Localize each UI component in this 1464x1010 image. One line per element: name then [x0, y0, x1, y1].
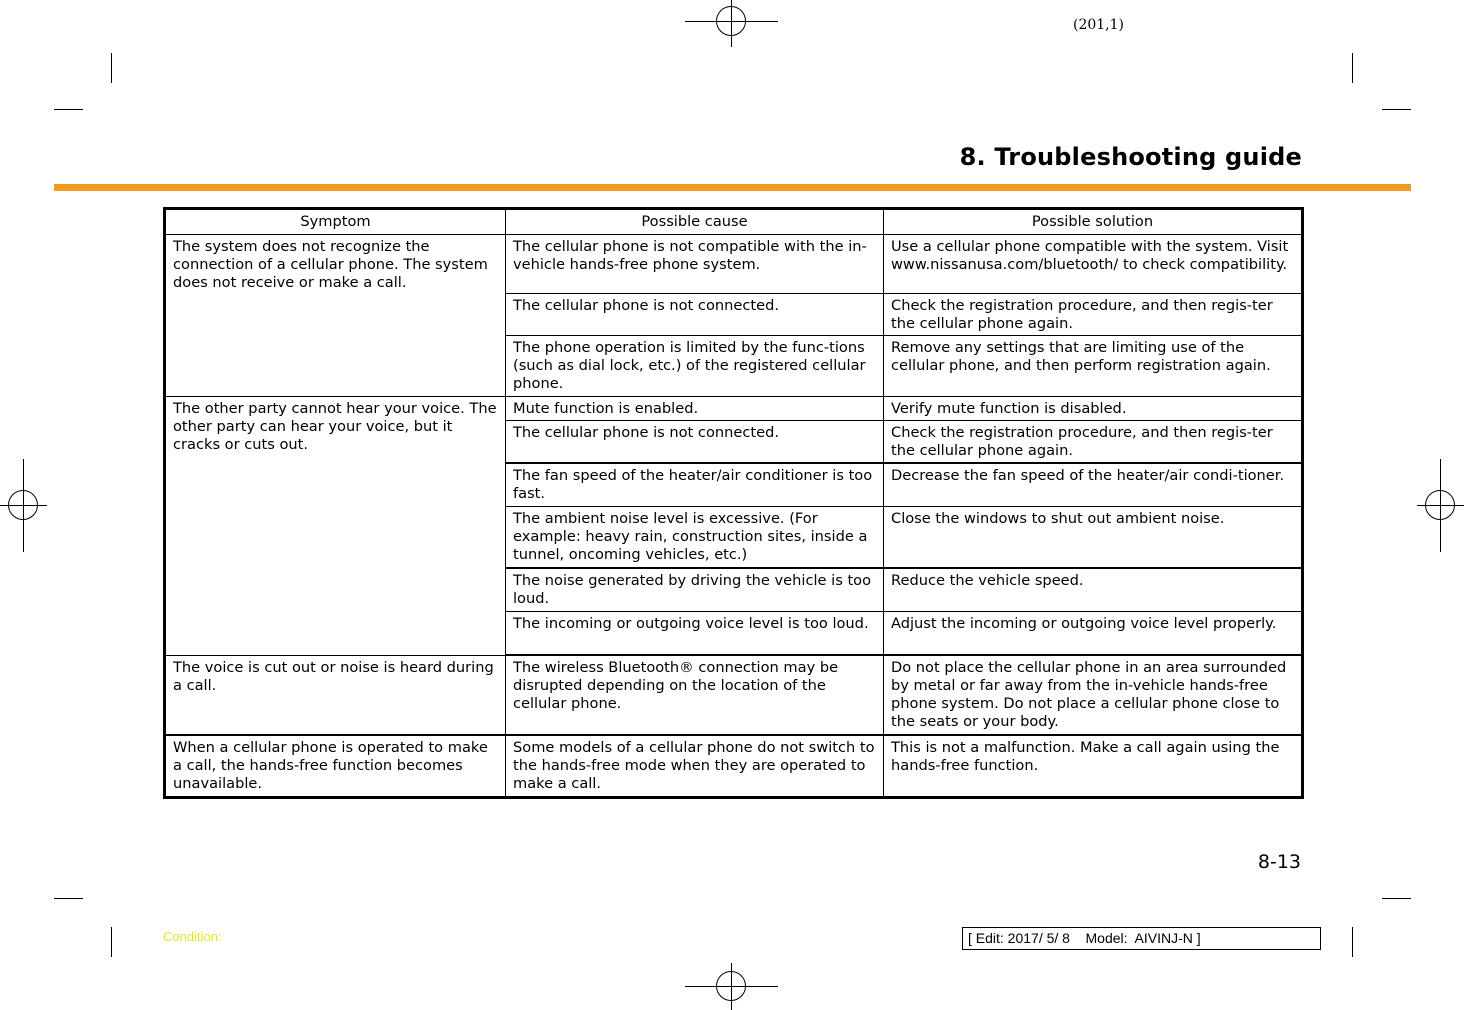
solution-cell: Use a cellular phone compatible with the system. Visit www.nissanusa.com/bluetooth/ to check compatibility. [884, 235, 1303, 294]
cause-cell: The cellular phone is not compatible with the in-vehicle hands-free phone system. [506, 235, 884, 294]
page-code: (201,1) [1073, 17, 1125, 33]
edit-info-box: [ Edit: 2017/ 5/ 8 Model: AIVINJ-N ] [962, 927, 1321, 950]
column-header-symptom: Symptom [165, 209, 506, 235]
solution-cell: Reduce the vehicle speed. [884, 568, 1303, 612]
page-number: 8-13 [1257, 851, 1301, 873]
cause-cell: The phone operation is limited by the func-tions (such as dial lock, etc.) of the registered cellular phone. [506, 336, 884, 397]
accent-bar [54, 184, 1411, 191]
solution-cell: This is not a malfunction. Make a call again using the hands-free function. [884, 735, 1303, 798]
symptom-cell: The system does not recognize the connection of a cellular phone. The system does not receive or make a call. [165, 235, 506, 397]
table-row [165, 655, 1303, 735]
cause-cell: The cellular phone is not connected. [506, 421, 884, 464]
table-row [165, 397, 1303, 421]
condition-label: Condition: [163, 929, 222, 944]
troubleshooting-table [163, 207, 1304, 799]
table-header-row [165, 209, 1303, 235]
solution-cell: Verify mute function is disabled. [884, 397, 1303, 421]
cause-cell: The ambient noise level is excessive. (For example: heavy rain, construction sites, inside a tunnel, oncoming vehicles, etc.) [506, 507, 884, 569]
solution-cell: Check the registration procedure, and then regis-ter the cellular phone again. [884, 294, 1303, 336]
solution-cell: Close the windows to shut out ambient noise. [884, 507, 1303, 569]
solution-cell: Do not place the cellular phone in an area surrounded by metal or far away from the in-vehicle hands-free phone system. Do not place a cellular phone close to the seats or your body. [884, 655, 1303, 735]
table-row [165, 235, 1303, 294]
symptom-cell: When a cellular phone is operated to make a call, the hands-free function becomes unavailable. [165, 735, 506, 798]
cause-cell: The noise generated by driving the vehicle is too loud. [506, 568, 884, 612]
cause-cell: The wireless Bluetooth® connection may be disrupted depending on the location of the cellular phone. [506, 655, 884, 735]
cause-cell: Mute function is enabled. [506, 397, 884, 421]
cause-cell: Some models of a cellular phone do not switch to the hands-free mode when they are operated to make a call. [506, 735, 884, 798]
symptom-cell: The voice is cut out or noise is heard during a call. [165, 655, 506, 735]
solution-cell: Remove any settings that are limiting use of the cellular phone, and then perform registration again. [884, 336, 1303, 397]
solution-cell: Check the registration procedure, and then regis-ter the cellular phone again. [884, 421, 1303, 464]
table-row [165, 735, 1303, 798]
cause-cell: The fan speed of the heater/air conditioner is too fast. [506, 463, 884, 507]
solution-cell: Adjust the incoming or outgoing voice level properly. [884, 612, 1303, 656]
symptom-cell: The other party cannot hear your voice. The other party can hear your voice, but it cracks or cuts out. [165, 397, 506, 656]
section-title: 8. Troubleshooting guide [959, 143, 1302, 171]
cause-cell: The incoming or outgoing voice level is too loud. [506, 612, 884, 656]
column-header-cause: Possible cause [506, 209, 884, 235]
column-header-solution: Possible solution [884, 209, 1303, 235]
solution-cell: Decrease the fan speed of the heater/air condi-tioner. [884, 463, 1303, 507]
cause-cell: The cellular phone is not connected. [506, 294, 884, 336]
